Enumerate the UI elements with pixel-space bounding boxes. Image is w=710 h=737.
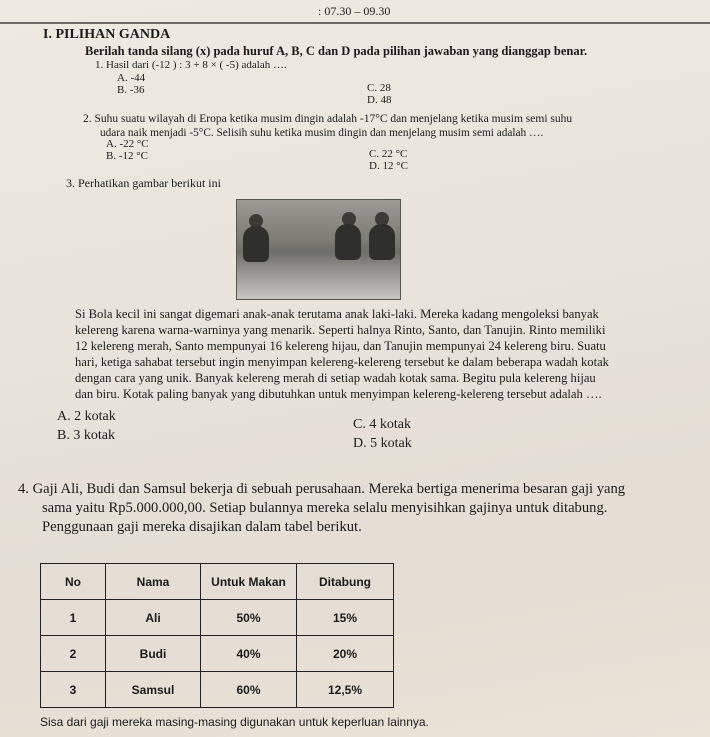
q4-line-3: Penggunaan gaji mereka disajikan dalam tabel berikut.	[42, 519, 362, 535]
q1-text: 1. Hasil dari (-12 ) : 3 + 8 × ( -5) adalah ….	[95, 59, 287, 71]
q4-line-2: sama yaitu Rp5.000.000,00. Setiap bulannya mereka selalu menyisihkan gajinya untuk ditabung.	[42, 500, 608, 516]
q3-option-b: B. 3 kotak	[57, 428, 115, 443]
header-nama: Nama	[106, 564, 201, 600]
q2-line-1: 2. Suhu suatu wilayah di Eropa ketika musim dingin adalah -17°C dan menjelang ketika musim semi suhu	[83, 113, 573, 125]
cell-no: 3	[41, 672, 106, 708]
cell-ditabung: 15%	[297, 600, 394, 636]
q4-note: Sisa dari gaji mereka masing-masing digunakan untuk keperluan lainnya.	[40, 715, 429, 729]
header-untuk-makan: Untuk Makan	[201, 564, 297, 600]
q3-line-6: dan biru. Kotak paling banyak yang dibutuhkan untuk menyimpan kelereng-kelereng tersebut adalah ….	[75, 387, 602, 401]
q2-option-b: B. -12 °C	[106, 150, 148, 162]
q4-line-1: 4. Gaji Ali, Budi dan Samsul bekerja di sebuah perusahaan. Mereka bertiga menerima besaran gaji yang	[18, 481, 626, 497]
cell-nama: Ali	[106, 600, 201, 636]
q3-option-d: D. 5 kotak	[353, 436, 412, 451]
exam-time: : 07.30 – 09.30	[318, 4, 391, 18]
q3-intro: 3. Perhatikan gambar berikut ini	[66, 176, 221, 190]
q3-line-3: 12 kelereng merah, Santo mempunyai 16 kelereng hijau, dan Tanujin mempunyai 24 kelereng biru. Suatu	[75, 339, 606, 353]
q1-option-c: C. 28	[367, 82, 391, 94]
q2-option-d: D. 12 °C	[369, 160, 408, 172]
cell-nama: Samsul	[106, 672, 201, 708]
cell-no: 2	[41, 636, 106, 672]
cell-no: 1	[41, 600, 106, 636]
q2-line-2: udara naik menjadi -5°C. Selisih suhu ketika musim dingin dan menjelang musim semi adalah ….	[100, 127, 544, 139]
table-row	[41, 600, 394, 636]
q2-option-a: A. -22 °C	[106, 138, 149, 150]
q3-option-c: C. 4 kotak	[353, 417, 411, 432]
table-row	[41, 636, 394, 672]
cell-makan: 50%	[201, 600, 297, 636]
section-instruction: Berilah tanda silang (x) pada huruf A, B, C dan D pada pilihan jawaban yang dianggap benar.	[85, 44, 588, 58]
table-header-row	[41, 564, 394, 600]
q3-line-4: hari, ketiga sahabat tersebut ingin menyimpan kelereng-kelereng tersebut ke dalam beberapa wadah kotak	[75, 355, 609, 369]
q3-option-a: A. 2 kotak	[57, 409, 116, 424]
q3-line-2: kelereng karena warna-warninya yang menarik. Seperti halnya Rinto, Santo, dan Tanujin. Rinto memiliki	[75, 323, 606, 337]
header-divider	[0, 22, 710, 24]
header-ditabung: Ditabung	[297, 564, 394, 600]
cell-makan: 40%	[201, 636, 297, 672]
salary-table	[40, 563, 394, 708]
header-no: No	[41, 564, 106, 600]
q1-option-a: A. -44	[117, 72, 146, 84]
q1-option-b: B. -36	[117, 84, 145, 96]
q3-line-1: Si Bola kecil ini sangat digemari anak-anak terutama anak laki-laki. Mereka kadang mengoleksi banyak	[75, 307, 599, 321]
cell-makan: 60%	[201, 672, 297, 708]
section-title: I. PILIHAN GANDA	[43, 27, 171, 42]
table-row	[41, 672, 394, 708]
q3-line-5: dengan cara yang unik. Banyak kelereng merah di setiap wadah kotak sama. Begitu pula kelereng hijau	[75, 371, 596, 385]
cell-ditabung: 12,5%	[297, 672, 394, 708]
q1-option-d: D. 48	[367, 94, 392, 106]
q2-option-c: C. 22 °C	[369, 148, 408, 160]
cell-nama: Budi	[106, 636, 201, 672]
marbles-photo	[236, 199, 401, 300]
cell-ditabung: 20%	[297, 636, 394, 672]
